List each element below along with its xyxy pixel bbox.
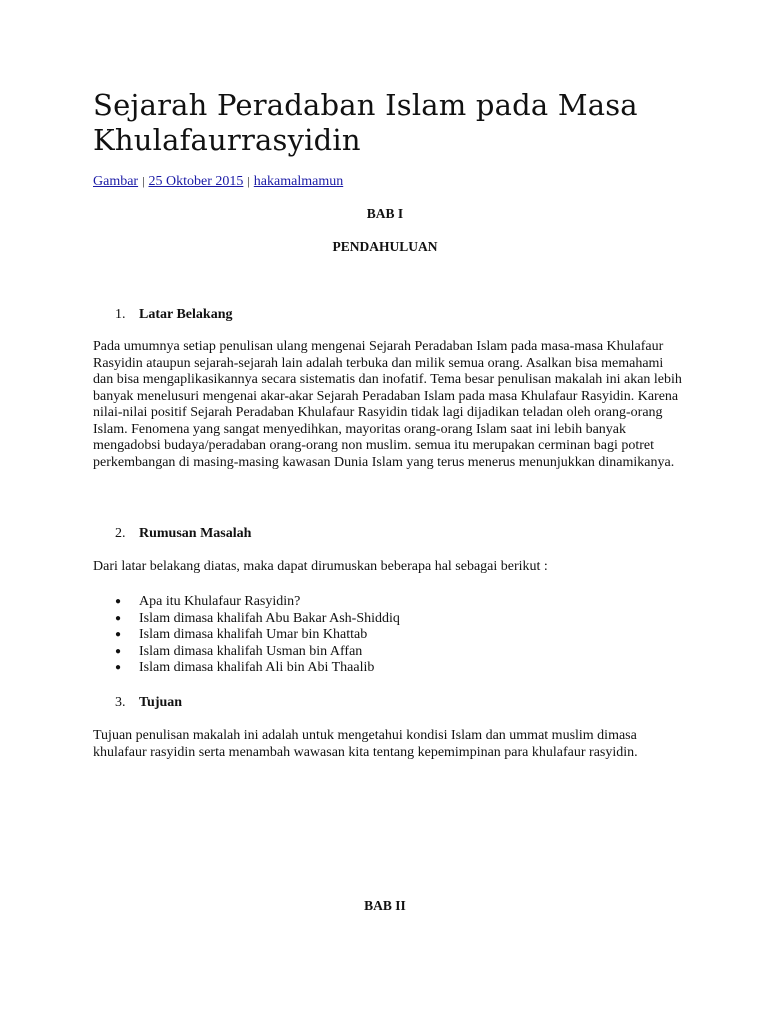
list-item-text: Islam dimasa khalifah Umar bin Khattab: [139, 627, 368, 642]
list-item-text: Islam dimasa khalifah Abu Bakar Ash-Shiddiq: [139, 610, 400, 626]
paragraph-rumusan-masalah: Dari latar belakang diatas, maka dapat dirumuskan beberapa hal sebagai berikut :: [93, 559, 548, 574]
paragraph-tujuan: Tujuan penulisan makalah ini adalah untuk mengetahui kondisi Islam dan ummat muslim dimasa khulafaur rasyidin serta menambah wawasan kita tentang kepemimpinan para khulafaur rasyidin.: [93, 728, 638, 760]
bullet-icon: ●: [115, 662, 122, 673]
list-item: [115, 644, 400, 661]
list-item: [115, 627, 400, 644]
document-page: [93, 0, 693, 1024]
section-heading-tujuan: [115, 694, 182, 712]
list-item-text: Islam dimasa khalifah Ali bin Abi Thaalib: [139, 660, 375, 675]
author-link[interactable]: hakamalmamun: [253, 174, 344, 189]
section-heading-label: Rumusan Masalah: [139, 526, 252, 541]
bullet-icon: ●: [115, 612, 122, 624]
section-heading-label: Latar Belakang: [139, 307, 233, 322]
chapter-label: BAB I: [366, 206, 404, 221]
list-item: [115, 611, 400, 628]
list-item-text: Islam dimasa khalifah Usman bin Affan: [139, 643, 363, 659]
bullet-icon: ●: [115, 596, 122, 607]
meta-separator: |: [247, 174, 250, 188]
chapter-label-2: BAB II: [364, 898, 406, 913]
section-heading-label: Tujuan: [139, 695, 183, 710]
bullet-icon: ●: [115, 645, 122, 657]
section-number: 1.: [115, 307, 126, 322]
paragraph-latar-belakang: Pada umumnya setiap penulisan ulang mengenai Sejarah Peradaban Islam pada masa-masa Khulafaur Rasyidin ataupun sejarah-sejarah lain adalah terbuka dan milik semua orang. Asalkan bisa memahami dan bisa mengaplikasikannya secara sistematis dan inofatif. Tema besar penulisan makalah ini akan lebih banyak menelusuri mengenai akar-akar Sejarah Peradaban Islam pada masa Khulafaur Rasyidin. Karena nilai-nilai positif Sejarah Peradaban Khulafaur Rasyidin tidak lagi dijadikan teladan oleh orang-orang Islam. Fenomena yang sangat menyedihkan, mayoritas orang-orang Islam saat ini lebih banyak mengadobsi budaya/peradaban orang-orang non muslim. semua itu merupakan cerminan bagi potret perkembangan di masing-masing kawasan Dunia Islam yang terus menerus menunjukkan dinamikanya.: [93, 339, 682, 470]
category-link[interactable]: Gambar: [93, 174, 139, 189]
section-heading-rumusan-masalah: [115, 525, 251, 543]
section-heading-latar-belakang: [115, 306, 232, 324]
bullet-icon: ●: [115, 629, 122, 640]
meta-separator: |: [142, 174, 145, 188]
section-number: 3.: [115, 695, 126, 710]
article-title: Sejarah Peradaban Islam pada Masa Khulafaurrasyidin: [93, 88, 638, 157]
chapter-subtitle: PENDAHULUAN: [332, 239, 438, 254]
article-meta: [93, 172, 343, 191]
list-item: [115, 594, 400, 611]
date-link[interactable]: 25 Oktober 2015: [148, 174, 244, 189]
list-item-text: Apa itu Khulafaur Rasyidin?: [139, 594, 301, 609]
section-number: 2.: [115, 526, 126, 541]
list-item: [115, 660, 400, 677]
rumusan-bullet-list: [115, 594, 400, 677]
